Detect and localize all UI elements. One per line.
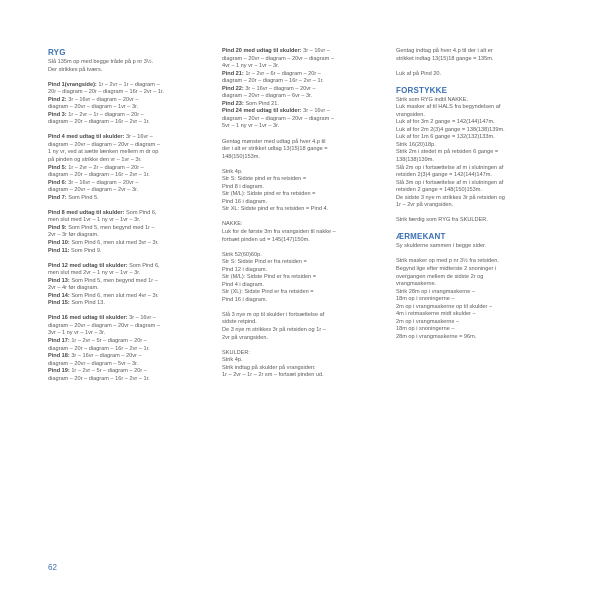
text-line [48, 82, 196, 90]
text-line [396, 326, 548, 334]
row-label: Pind 22: [222, 85, 244, 92]
line-text: 4m i retmaskerne midt skulder – [396, 311, 476, 318]
text-line [48, 112, 196, 120]
text-line [222, 312, 372, 320]
line-text: sidste retpind. [222, 319, 257, 326]
text-line [48, 232, 196, 240]
line-text: Strik 16(20)18p. [396, 141, 436, 148]
text-line [396, 304, 548, 312]
text-line [222, 221, 372, 229]
row-label: Pind 21: [222, 70, 244, 77]
paragraph [396, 258, 548, 341]
text-line [48, 368, 196, 376]
text-line [222, 123, 372, 131]
line-text: 20r – diagram – 20r – diagram – 16r – 2vr – 1r. [48, 89, 164, 96]
line-text: vrangsiden. [396, 111, 425, 118]
text-line [396, 112, 548, 120]
text-line [48, 142, 196, 150]
line-text: SKULDER: [222, 349, 250, 356]
line-text: Strik som RYG indtil NAKKE. [396, 96, 469, 103]
paragraph [396, 97, 548, 210]
text-line [48, 353, 196, 361]
text-line [222, 93, 372, 101]
line-text: retsiden 2(3)4 gange = 142(144)147m. [396, 172, 492, 179]
text-line [48, 300, 196, 308]
text-line [48, 134, 196, 142]
row-label: Pind 4 med udtag til skulder: [48, 134, 125, 141]
line-text: 1r – 2vr – 5r – diagram – 20r – [69, 338, 147, 344]
paragraph [222, 312, 372, 342]
line-text: 148(150)153m. [222, 153, 260, 160]
line-text: 3r – 16vr – diagram – 20vr – [243, 85, 316, 92]
text-line [48, 225, 196, 233]
text-line [396, 266, 548, 274]
text-line [48, 315, 196, 323]
paragraph [396, 217, 548, 225]
line-text: Str (XL): Sidste Pind er fra retsiden = [222, 289, 314, 296]
page-number: 62 [48, 563, 57, 572]
row-label: Pind 23: [222, 100, 244, 107]
text-line [222, 71, 372, 79]
text-line [222, 116, 372, 124]
line-text: Der strikkes på tværs. [48, 66, 103, 73]
line-text: diagram – 20r – diagram – 16r – 2vr – 1r. [48, 119, 150, 126]
line-text: diagram – 20r – diagram – 16r – 2vr – 1r. [48, 172, 150, 179]
line-text: Pind 16 i diagram. [222, 296, 268, 303]
line-text: diagram – 20r – diagram – 16r – 2vr – 1r. [48, 345, 150, 352]
line-text: diagram – 20vr – diagram – 5vr – 3r. [48, 360, 139, 367]
text-line [396, 180, 548, 188]
text-line [396, 149, 548, 157]
text-line [48, 149, 196, 157]
line-text: Sy skulderne sammen i begge sider. [396, 243, 487, 250]
line-text: Luk af på Pind 20. [396, 70, 442, 77]
text-line [48, 248, 196, 256]
text-line [222, 327, 372, 335]
line-text: De 3 nye m strikkes 3r på retsiden og 1r – [222, 327, 326, 333]
row-label: Pind 18: [48, 353, 70, 360]
line-text: diagram – 20vr – diagram – 20vr – diagram – [222, 115, 334, 122]
line-text: diagram – 20vr – diagram – 6vr – 3r. [222, 93, 313, 100]
line-text: Strik 28m op i vrangmaskerne – [396, 288, 475, 295]
line-text: på pinden og strikke den vr – 1vr – 3r. [48, 157, 142, 164]
text-line [396, 319, 548, 327]
text-line [48, 157, 196, 165]
text-line [222, 48, 372, 56]
paragraph [396, 71, 548, 79]
text-line [222, 108, 372, 116]
line-text: Str (M/L): Sidste pind er fra retsiden = [222, 191, 316, 198]
row-label: Pind 15: [48, 300, 70, 307]
row-label: Pind 1(vrangside): [48, 81, 97, 88]
row-label: Pind 8 med udtag til skulder: [48, 209, 125, 216]
line-text: NAKKE: [222, 221, 243, 228]
line-text: retsiden 2 gange = 148(150)153m. [396, 187, 482, 194]
text-line [222, 237, 372, 245]
paragraph [222, 221, 372, 244]
text-line [396, 56, 548, 64]
line-text: Strik indtag på skulder på vrangsiden: [222, 364, 316, 371]
text-line [396, 243, 548, 251]
line-text: 1r – 2vr – 1r – 2r sm – fortsæt pinden ud. [222, 372, 324, 379]
line-text: Strik 52(60)60p. [222, 251, 262, 258]
row-label: Pind 10: [48, 239, 70, 246]
text-line [222, 199, 372, 207]
line-text: Strik masker op med p nr 3½ fra retsiden. [396, 258, 499, 265]
line-text: 18m op i snoningerne – [396, 296, 455, 303]
line-text: Som Pind 6, [124, 209, 157, 216]
text-line [396, 202, 548, 210]
text-line [222, 274, 372, 282]
text-line [222, 259, 372, 267]
text-line [222, 252, 372, 260]
line-text: 2m op i vrangmaskerne op til skulder – [396, 303, 493, 310]
text-line [396, 127, 548, 135]
text-line [48, 240, 196, 248]
column-3 [396, 48, 548, 349]
text-line [48, 104, 196, 112]
row-label: Pind 11: [48, 247, 70, 254]
line-text: Begynd lige efter midterste 2 snoninger i [396, 265, 497, 272]
line-text: diagram – 20vr – diagram – 1vr – 3r. [48, 104, 139, 111]
text-line [48, 67, 196, 75]
text-line [222, 139, 372, 147]
text-line [396, 97, 548, 105]
line-text: Som Pind 5. [66, 194, 99, 201]
text-line [48, 180, 196, 188]
row-label: Pind 6: [48, 179, 67, 186]
text-line [48, 293, 196, 301]
line-text: Gentag mønster med udtag på hver 4.p til [222, 138, 326, 145]
text-line [48, 217, 196, 225]
text-line [48, 59, 196, 67]
line-text: 4vr – 1 ny vr – 1vr – 3r. [222, 63, 280, 70]
text-line [222, 206, 372, 214]
line-text: diagram – 20vr – diagram – 2vr – 3r. [48, 187, 139, 194]
text-line [48, 119, 196, 127]
text-line [396, 217, 548, 225]
text-line [396, 134, 548, 142]
line-text: Strik færdig som RYG fra SKULDER. [396, 217, 488, 224]
text-line [222, 56, 372, 64]
text-line [222, 63, 372, 71]
line-text: Som Pind 13. [69, 300, 105, 307]
line-text: 1r – 2vr – 1r – diagram – 20r – [66, 111, 144, 118]
line-text: Pind 8 i diagram. [222, 183, 264, 190]
text-line [222, 365, 372, 373]
line-text: Luk masker af til HALS fra begyndelsen af [396, 104, 501, 111]
line-text: 3r – 16vr – diagram – 20vr – [66, 96, 139, 103]
row-label: Pind 7: [48, 194, 67, 201]
line-text: 28m op i vrangmaskerne = 96m. [396, 333, 477, 340]
line-text: fortsæt pinden ud = 145(147)150m. [222, 236, 310, 243]
text-line [48, 346, 196, 354]
line-text: 3r – 16vr – diagram – 20vr – [66, 179, 139, 186]
text-line [48, 89, 196, 97]
line-text: 1r – 2vr – 6r – diagram – 20r – [243, 70, 321, 77]
line-text: Slå 3 nye m op til skulder i fortsættelse af [222, 311, 325, 318]
line-text: 3vr – 1 ny vr – 1vr – 3r. [48, 330, 106, 337]
text-line [396, 281, 548, 289]
text-line [48, 270, 196, 278]
line-text: Luk for de første 3m fra vrangsiden til nakke – [222, 228, 336, 235]
line-text: Str (M/L): Sidste Pind er fra retsiden = [222, 274, 317, 281]
line-text: 3r – 16vr – diagram – 20vr – [69, 353, 142, 360]
paragraph [48, 263, 196, 308]
line-text: Slå 135m op med begge tråde på p nr 3½. [48, 59, 154, 65]
line-text: Som Pind 5, men begynd med 1r – [69, 277, 158, 284]
text-line [222, 372, 372, 380]
section-heading: RYG [48, 48, 66, 57]
line-text: der i alt er strikket udtag 13(15)18 gange = [222, 146, 328, 153]
text-line [396, 104, 548, 112]
text-line [396, 172, 548, 180]
paragraph [396, 48, 548, 63]
section-heading: FORSTYKKE [396, 85, 448, 95]
line-text: Pind 4 i diagram. [222, 281, 264, 288]
line-text: De sidste 3 nye m strikkes 3r på retsiden og [396, 194, 505, 201]
text-line [222, 176, 372, 184]
line-text: Pind 12 i diagram. [222, 266, 268, 273]
text-line [48, 165, 196, 173]
text-line [396, 187, 548, 195]
text-line [396, 165, 548, 173]
section-heading: ÆRMEKANT [396, 232, 446, 242]
line-text: diagram – 20vr – diagram – 20vr – diagram – [222, 55, 334, 62]
line-text: Som Pind 6, men slut med 3vr – 3r. [69, 239, 159, 246]
paragraph [48, 59, 196, 74]
text-line [222, 191, 372, 199]
text-line [48, 97, 196, 105]
line-text: Som Pind 9. [69, 247, 102, 254]
text-line [396, 157, 548, 165]
line-text: Strik 4p. [222, 168, 243, 175]
paragraph [222, 48, 372, 131]
line-text: men slut med 1vr – 1 ny vr – 1vr – 3r. [48, 217, 141, 224]
line-text: 2m op i vrangmaskerne – [396, 318, 460, 325]
text-line [222, 78, 372, 86]
line-text: 1r – 2vr – 2r – diagram – 20r – [66, 164, 144, 171]
line-text: Luk af for 3m 2 gange = 142(144)147m. [396, 119, 495, 126]
text-line [222, 229, 372, 237]
line-text: 1 ny vr, ved at sætte lænken mellem m dr op [48, 149, 159, 156]
text-line [222, 101, 372, 109]
line-text: Luk af for 1m 6 gange = 132(132)133m. [396, 134, 495, 141]
text-line [48, 210, 196, 218]
row-label: Pind 19: [48, 368, 70, 375]
text-line [222, 319, 372, 327]
paragraph [48, 315, 196, 383]
line-text: Som Pind 5, men begynd med 1r – [66, 224, 155, 231]
text-line [48, 172, 196, 180]
text-line [222, 289, 372, 297]
line-text: overgangen mellem de sidste 2r og [396, 273, 484, 280]
line-text: 1r – 2vr på vrangsiden. [396, 202, 454, 209]
text-line [48, 330, 196, 338]
row-label: Pind 17: [48, 338, 70, 344]
line-text: men slut med 2vr – 1 ny vr – 1vr – 3r. [48, 270, 141, 277]
text-line [222, 335, 372, 343]
text-line [48, 263, 196, 271]
text-line [396, 258, 548, 266]
line-text: Luk af for 2m 2(3)4 gange = 138(138)139m. [396, 126, 505, 133]
row-label: Pind 24 med udtag til skulder: [222, 108, 302, 115]
text-line [48, 285, 196, 293]
line-text: diagram – 20r – diagram – 16r – 2vr – 1r. [48, 375, 150, 382]
line-text: Slå 3m op i fortsættelse af m i slutningen af [396, 179, 504, 186]
line-text: Som Pind 6, men slut med 4vr – 3r. [69, 292, 159, 299]
line-text: 2vr – 3r før diagram. [48, 232, 99, 239]
row-label: Pind 9: [48, 224, 67, 231]
line-text: strikket indtag 13(15)18 gange = 135m. [396, 55, 494, 62]
line-text: Str S: Sidste pind er fra retsiden = [222, 176, 307, 183]
text-line [396, 311, 548, 319]
line-text: 138(138)139m. [396, 157, 434, 164]
row-label: Pind 2: [48, 96, 67, 103]
text-line [48, 195, 196, 203]
text-line [222, 357, 372, 365]
text-line [396, 289, 548, 297]
line-text: 1r – 2vr – 1r – diagram – [96, 81, 160, 88]
line-text: 2vr – 4r før diagram. [48, 285, 99, 292]
line-text: 18m op i snoningerne – [396, 326, 455, 333]
text-line [222, 86, 372, 94]
line-text: 3r – 16vr – [301, 48, 330, 54]
paragraph [48, 134, 196, 202]
line-text: Str XL: Sidste pind er fra retsiden = Pind 4. [222, 206, 329, 213]
text-line [396, 119, 548, 127]
line-text: diagram – 20vr – diagram – 20vr – diagram – [48, 322, 160, 329]
text-line [396, 274, 548, 282]
row-label: Pind 20 med udtag til skulder: [222, 48, 302, 54]
row-label: Pind 16 med udtag til skulder: [48, 315, 128, 322]
line-text: Som Pind 6, [127, 262, 160, 269]
line-text: diagram – 20r – diagram – 16r – 2vr – 1r. [222, 78, 324, 85]
text-line [222, 154, 372, 162]
line-text: Slå 2m op i fortsættelse af m i slutningen af [396, 164, 504, 171]
text-line [396, 296, 548, 304]
text-line [48, 323, 196, 331]
paragraph [222, 252, 372, 305]
text-line [48, 376, 196, 384]
line-text: 1r – 2vr – 5r – diagram – 20r – [69, 368, 147, 375]
text-line [222, 184, 372, 192]
row-label: Pind 3: [48, 111, 67, 118]
text-line [396, 334, 548, 342]
row-label: Pind 5: [48, 164, 67, 171]
row-label: Pind 12 med udtag til skulder: [48, 262, 128, 269]
paragraph [48, 82, 196, 127]
text-line [222, 267, 372, 275]
text-line [48, 278, 196, 286]
line-text: Pind 16 i diagram. [222, 198, 268, 205]
paragraph [48, 210, 196, 255]
line-text: 2vr på vrangsiden. [222, 334, 269, 341]
paragraph [222, 350, 372, 380]
text-line [222, 350, 372, 358]
text-line [396, 71, 548, 79]
line-text: diagram – 20vr – diagram – 20vr – diagram – [48, 141, 160, 148]
text-line [48, 361, 196, 369]
line-text: Str S: Sidste Pind er fra retsiden = [222, 259, 307, 266]
line-text: Strik 2m i stedet m på retsiden 6 gange = [396, 149, 499, 156]
line-text: Gentag indtag på hver 4.p til der i alt er [396, 48, 493, 54]
line-text: 3r – 16vr – [124, 134, 153, 141]
text-line [222, 169, 372, 177]
text-line [396, 48, 548, 56]
line-text: Strik 4p. [222, 357, 243, 364]
text-line [48, 187, 196, 195]
row-label: Pind 14: [48, 292, 70, 299]
row-label: Pind 13: [48, 277, 70, 284]
line-text: 3r – 16vr – [301, 108, 330, 115]
line-text: vrangmaskerne. [396, 281, 437, 288]
paragraph [222, 169, 372, 214]
column-1 [48, 48, 196, 391]
paragraph [222, 139, 372, 162]
text-line [48, 338, 196, 346]
text-line [222, 282, 372, 290]
line-text: Som Pind 21. [243, 100, 279, 107]
line-text: 3r – 16vr – [127, 315, 156, 322]
column-2 [222, 48, 372, 387]
line-text: 5vr – 1 ny vr – 1vr – 3r. [222, 123, 280, 130]
text-line [222, 146, 372, 154]
text-line [222, 297, 372, 305]
paragraph [396, 243, 548, 251]
